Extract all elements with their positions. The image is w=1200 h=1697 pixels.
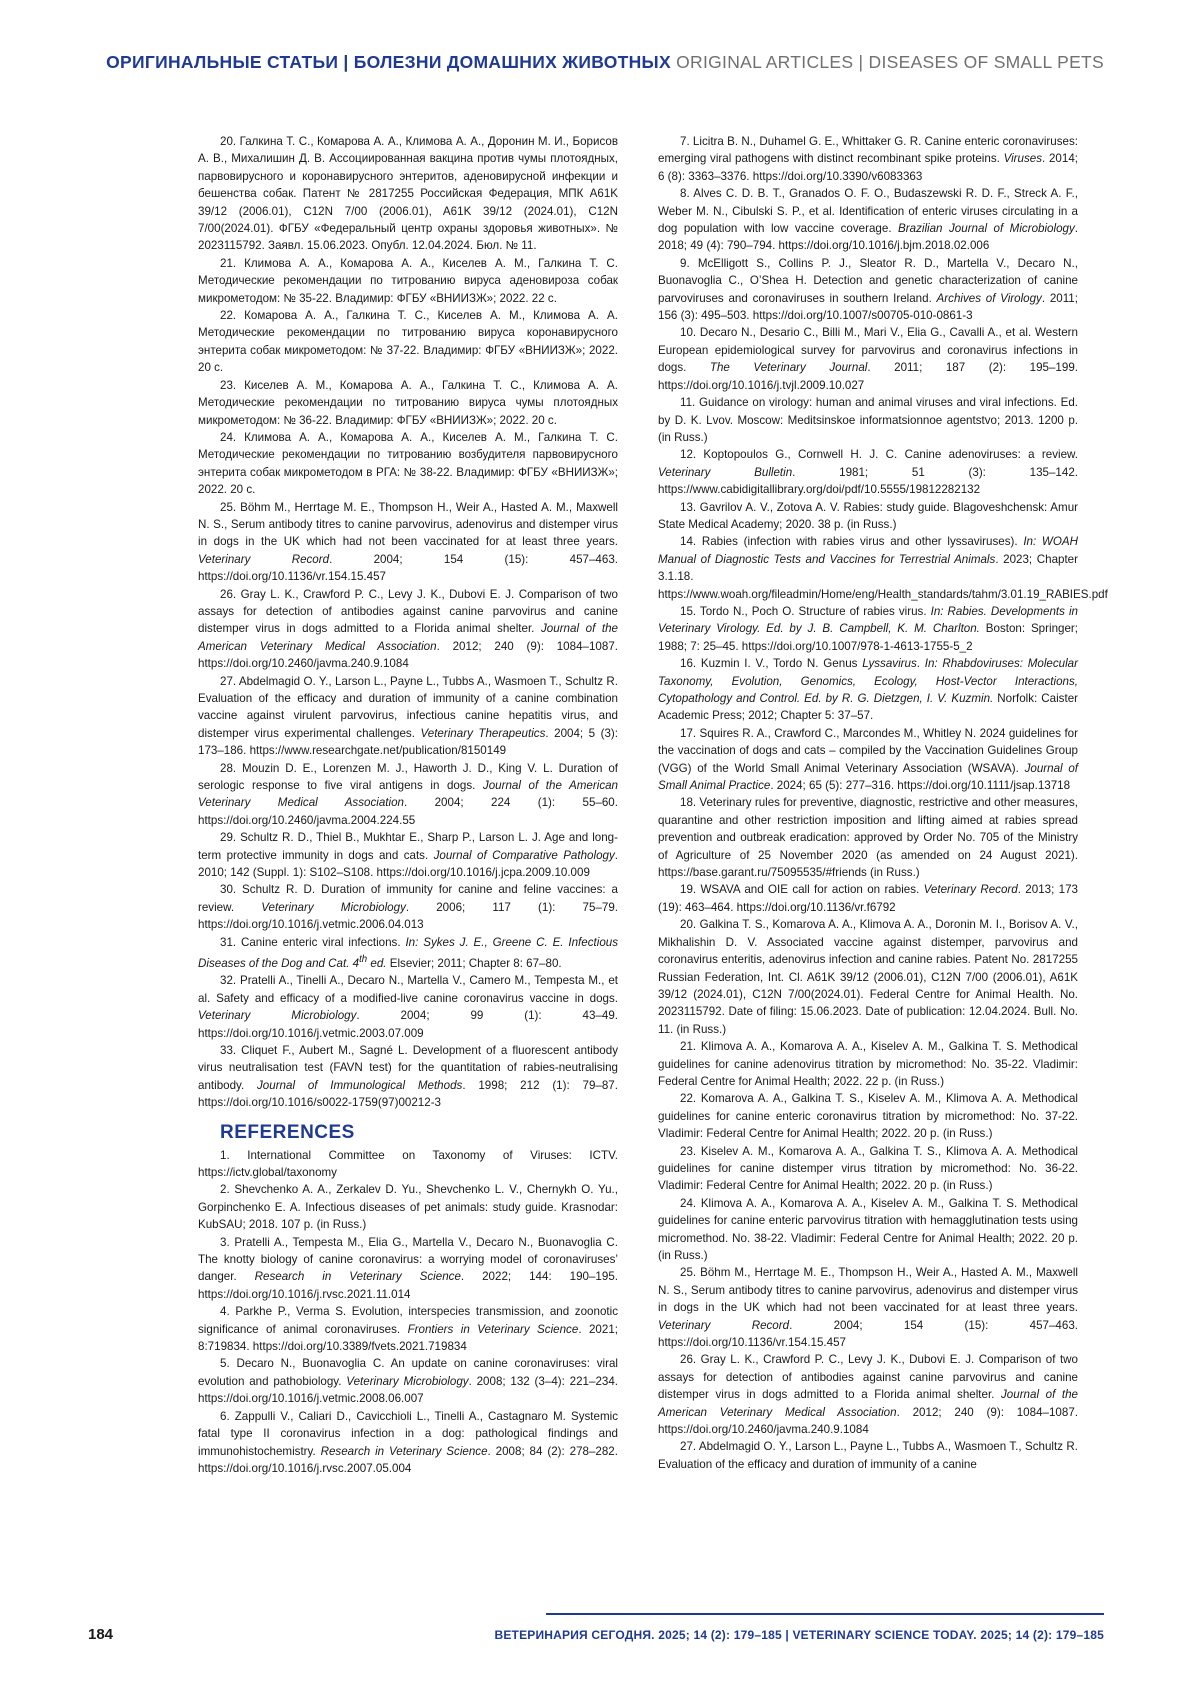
reference-entry: 32. Pratelli A., Tinelli A., Decaro N., Martella V., Camero M., Tempesta M., et al. Safety and efficacy of a modified-live canine coronavirus vaccine in dogs. Veterinary Microbiology. 2004; 99 (1): 43–49. https://doi.org/10.1016/j.vetmic.2003.07.009	[198, 972, 618, 1042]
reference-entry: 16. Kuzmin I. V., Tordo N. Genus Lyssavirus. In: Rhabdoviruses: Molecular Taxonomy, Evolution, Genomics, Ecology, Host-Vector Interactions, Cytopathology and Control. Ed. by R. G. Dietzgen, I. V. Kuzmin. Norfolk: Caister Academic Press; 2012; Chapter 5: 37–57.	[658, 655, 1078, 725]
reference-entry: 22. Комарова А. А., Галкина Т. С., Киселев А. М., Климова А. А. Методические рекомендации по титрованию вируса коронавирусного энтерита собак микрометодом: № 37-22. Владимир: ФГБУ «ВНИИЗЖ»; 2022. 20 с.	[198, 307, 618, 377]
reference-entry: 22. Komarova A. A., Galkina T. S., Kiselev A. M., Klimova A. A. Methodical guidelines for canine enteric coronavirus titration by micromethod: No. 37-22. Vladimir: Federal Centre for Animal Health; 2022. 20 p. (in Russ.)	[658, 1090, 1078, 1142]
english-reference-list-right	[658, 133, 1078, 1473]
reference-entry: 2. Shevchenko A. A., Zerkalev D. Yu., Shevchenko L. V., Chernykh O. Yu., Gorpinchenko E. A. Infectious diseases of pet animals: study guide. Krasnodar: KubSAU; 2018. 107 p. (in Russ.)	[198, 1181, 618, 1233]
reference-entry: 27. Abdelmagid O. Y., Larson L., Payne L., Tubbs A., Wasmoen T., Schultz R. Evaluation of the efficacy and duration of immunity of a canine	[658, 1438, 1078, 1473]
reference-entry: 28. Mouzin D. E., Lorenzen M. J., Haworth J. D., King V. L. Duration of serologic response to five viral antigens in dogs. Journal of the American Veterinary Medical Association. 2004; 224 (1): 55–60. https://doi.org/10.2460/javma.2004.224.55	[198, 760, 618, 830]
reference-entry: 20. Галкина Т. С., Комарова А. А., Климова А. А., Доронин М. И., Борисов А. В., Михалишин Д. В. Ассоциированная вакцина против чумы плотоядных, парвовирусного и коронавирусного энтеритов, аденовирусной инфекции и бешенства собак. Патент № 2817255 Российская Федерация, МПК A61K 39/12 (2006.01), C12N 7/00 (2006.01), A61K 39/12 (2024.01), C12N 7/00(2024.01). ФГБУ «Федеральный центр охраны здоровья животных». № 2023115792. Заявл. 15.06.2023. Опубл. 12.04.2024. Бюл. № 11.	[198, 133, 618, 255]
reference-entry: 24. Климова А. А., Комарова А. А., Киселев А. М., Галкина Т. С. Методические рекомендации по титрованию возбудителя парвовирусного энтерита собак микрометодом в РГА: № 38-22. Владимир: ФГБУ «ВНИИЗЖ»; 2022. 20 с.	[198, 429, 618, 499]
reference-entry: 6. Zappulli V., Caliari D., Cavicchioli L., Tinelli A., Castagnaro M. Systemic fatal type II coronavirus infection in a dog: pathological findings and immunohistochemistry. Research in Veterinary Science. 2008; 84 (2): 278–282. https://doi.org/10.1016/j.rvsc.2007.05.004	[198, 1408, 618, 1478]
reference-entry: 23. Киселев А. М., Комарова А. А., Галкина Т. С., Климова А. А. Методические рекомендации по титрованию вируса чумы плотоядных микрометодом: № 36-22. Владимир: ФГБУ «ВНИИЗЖ»; 2022. 20 с.	[198, 377, 618, 429]
left-column	[198, 133, 618, 1477]
reference-entry: 14. Rabies (infection with rabies virus and other lyssaviruses). In: WOAH Manual of Diagnostic Tests and Vaccines for Terrestrial Animals. 2023; Chapter 3.1.18. https://www.woah.org/fileadmin/Home/eng/Health_standards/tahm/3.01.19_RABIES.pdf	[658, 533, 1078, 603]
reference-entry: 26. Gray L. K., Crawford P. C., Levy J. K., Dubovi E. J. Comparison of two assays for detection of antibodies against canine parvovirus and canine distemper virus in dogs admitted to a Florida animal shelter. Journal of the American Veterinary Medical Association. 2012; 240 (9): 1084–1087. https://doi.org/10.2460/javma.240.9.1084	[198, 586, 618, 673]
journal-citation: ВЕТЕРИНАРИЯ СЕГОДНЯ. 2025; 14 (2): 179–185 | VETERINARY SCIENCE TODAY. 2025; 14 (2): 179–185	[494, 1628, 1104, 1642]
reference-entry: 23. Kiselev A. M., Komarova A. A., Galkina T. S., Klimova A. A. Methodical guidelines for canine distemper virus titration by micromethod: No. 36-22. Vladimir: Federal Centre for Animal Health; 2022. 20 p. (in Russ.)	[658, 1143, 1078, 1195]
reference-entry: 12. Koptopoulos G., Cornwell H. J. C. Canine adenoviruses: a review. Veterinary Bulletin. 1981; 51 (3): 135–142. https://www.cabidigitallibrary.org/doi/pdf/10.5555/19812282132	[658, 446, 1078, 498]
reference-entry: 21. Klimova A. A., Komarova A. A., Kiselev A. M., Galkina T. S. Methodical guidelines for canine adenovirus titration by micromethod: No. 35-22. Vladimir: Federal Centre for Animal Health; 2022. 22 p. (in Russ.)	[658, 1038, 1078, 1090]
reference-entry: 9. McElligott S., Collins P. J., Sleator R. D., Martella V., Decaro N., Buonavoglia C., O’Shea H. Detection and genetic characterization of canine parvoviruses and coronaviruses in southern Ireland. Archives of Virology. 2011; 156 (3): 495–503. https://doi.org/10.1007/s00705-010-0861-3	[658, 255, 1078, 325]
reference-entry: 1. International Committee on Taxonomy of Viruses: ICTV. https://ictv.global/taxonomy	[198, 1147, 618, 1182]
reference-entry: 30. Schultz R. D. Duration of immunity for canine and feline vaccines: a review. Veterinary Microbiology. 2006; 117 (1): 75–79. https://doi.org/10.1016/j.vetmic.2006.04.013	[198, 881, 618, 933]
reference-entry: 21. Климова А. А., Комарова А. А., Киселев А. М., Галкина Т. С. Методические рекомендации по титрованию вируса аденовироза собак микрометодом: № 35-22. Владимир: ФГБУ «ВНИИЗЖ»; 2022. 22 с.	[198, 255, 618, 307]
reference-entry: 5. Decaro N., Buonavoglia C. An update on canine coronaviruses: viral evolution and pathobiology. Veterinary Microbiology. 2008; 132 (3–4): 221–234. https://doi.org/10.1016/j.vetmic.2008.06.007	[198, 1355, 618, 1407]
reference-entry: 4. Parkhe P., Verma S. Evolution, interspecies transmission, and zoonotic significance of animal coronaviruses. Frontiers in Veterinary Science. 2021; 8:719834. https://doi.org/10.3389/fvets.2021.719834	[198, 1303, 618, 1355]
reference-entry: 24. Klimova A. A., Komarova A. A., Kiselev A. M., Galkina T. S. Methodical guidelines for canine enteric parvovirus titration with hemagglutination tests using micromethod. No. 38-22. Vladimir: Federal Centre for Animal Health; 2022. 20 p. (in Russ.)	[658, 1195, 1078, 1265]
reference-entry: 25. Böhm M., Herrtage M. E., Thompson H., Weir A., Hasted A. M., Maxwell N. S., Serum antibody titres to canine parvovirus, adenovirus and distemper virus in dogs in the UK which had not been vaccinated for at least three years. Veterinary Record. 2004; 154 (15): 457–463. https://doi.org/10.1136/vr.154.15.457	[198, 499, 618, 586]
english-reference-list-left	[198, 1147, 618, 1478]
footer-rule	[546, 1613, 1104, 1615]
references-title: REFERENCES	[220, 1121, 618, 1145]
russian-reference-list	[198, 133, 618, 1112]
reference-entry: 25. Böhm M., Herrtage M. E., Thompson H., Weir A., Hasted A. M., Maxwell N. S., Serum antibody titres to canine parvovirus, adenovirus and distemper virus in dogs in the UK which had not been vaccinated for at least three years. Veterinary Record. 2004; 154 (15): 457–463. https://doi.org/10.1136/vr.154.15.457	[658, 1264, 1078, 1351]
reference-entry: 29. Schultz R. D., Thiel B., Mukhtar E., Sharp P., Larson L. J. Age and long-term protective immunity in dogs and cats. Journal of Comparative Pathology. 2010; 142 (Suppl. 1): S102–S108. https://doi.org/10.1016/j.jcpa.2009.10.009	[198, 829, 618, 881]
reference-entry: 13. Gavrilov A. V., Zotova A. V. Rabies: study guide. Blagoveshchensk: Amur State Medical Academy; 2020. 38 p. (in Russ.)	[658, 499, 1078, 534]
reference-entry: 19. WSAVA and OIE call for action on rabies. Veterinary Record. 2013; 173 (19): 463–464. https://doi.org/10.1136/vr.f6792	[658, 881, 1078, 916]
running-header	[106, 52, 1104, 73]
page-number: 184	[88, 1626, 113, 1643]
reference-entry: 15. Tordo N., Poch O. Structure of rabies virus. In: Rabies. Developments in Veterinary Virology. Ed. by J. B. Campbell, K. M. Charlton. Boston: Springer; 1988; 7: 25–45. https://doi.org/10.1007/978-1-4613-1755-5_2	[658, 603, 1078, 655]
reference-entry: 18. Veterinary rules for preventive, diagnostic, restrictive and other measures, quarantine and other restriction imposition and lifting aimed at rabies spread prevention and outbreak eradication: approved by Order No. 705 of the Ministry of Agriculture of 25 November 2020 (as amended on 24 August 2021). https://base.garant.ru/75095535/#friends (in Russ.)	[658, 794, 1078, 881]
reference-entry: 8. Alves C. D. B. T., Granados O. F. O., Budaszewski R. D. F., Streck A. F., Weber M. N., Cibulski S. P., et al. Identification of enteric viruses circulating in a dog population with low vaccine coverage. Brazilian Journal of Microbiology. 2018; 49 (4): 790–794. https://doi.org/10.1016/j.bjm.2018.02.006	[658, 185, 1078, 255]
reference-entry: 11. Guidance on virology: human and animal viruses and viral infections. Ed. by D. K. Lvov. Moscow: Meditsinskoe informatsionnoe agentstvo; 2013. 1200 p. (in Russ.)	[658, 394, 1078, 446]
reference-entry: 3. Pratelli A., Tempesta M., Elia G., Martella V., Decaro N., Buonavoglia C. The knotty biology of canine coronavirus: a worrying model of coronaviruses’ danger. Research in Veterinary Science. 2022; 144: 190–195. https://doi.org/10.1016/j.rvsc.2021.11.014	[198, 1234, 618, 1304]
reference-entry: 7. Licitra B. N., Duhamel G. E., Whittaker G. R. Canine enteric coronaviruses: emerging viral pathogens with distinct recombinant spike proteins. Viruses. 2014; 6 (8): 3363–3376. https://doi.org/10.3390/v6083363	[658, 133, 1078, 185]
reference-entry: 20. Galkina T. S., Komarova A. A., Klimova A. A., Doronin M. I., Borisov A. V., Mikhalishin D. V. Associated vaccine against distemper, parvovirus and coronavirus enteritis, adenovirus infection and canine rabies. Patent No. 2817255 Russian Federation, Int. Cl. A61K 39/12 (2006.01), C12N 7/00 (2006.01), A61K 39/12 (2024.01), C12N 7/00(2024.01). Federal Centre for Animal Health. No. 2023115792. Date of filing: 15.06.2023. Date of publication: 12.04.2024. Bull. No. 11. (in Russ.)	[658, 916, 1078, 1038]
right-column	[658, 133, 1078, 1473]
header-ru: ОРИГИНАЛЬНЫЕ СТАТЬИ | БОЛЕЗНИ ДОМАШНИХ ЖИВОТНЫХ	[106, 52, 671, 72]
header-en: ORIGINAL ARTICLES | DISEASES OF SMALL PETS	[676, 52, 1104, 72]
reference-entry: 17. Squires R. A., Crawford C., Marcondes M., Whitley N. 2024 guidelines for the vaccination of dogs and cats – compiled by the Vaccination Guidelines Group (VGG) of the World Small Animal Veterinary Association (WSAVA). Journal of Small Animal Practice. 2024; 65 (5): 277–316. https://doi.org/10.1111/jsap.13718	[658, 725, 1078, 795]
reference-entry: 10. Decaro N., Desario C., Billi M., Mari V., Elia G., Cavalli A., et al. Western European epidemiological survey for parvovirus and coronavirus infections in dogs. The Veterinary Journal. 2011; 187 (2): 195–199. https://doi.org/10.1016/j.tvjl.2009.10.027	[658, 324, 1078, 394]
reference-entry: 27. Abdelmagid O. Y., Larson L., Payne L., Tubbs A., Wasmoen T., Schultz R. Evaluation of the efficacy and duration of immunity of a canine combination vaccine against virulent parvovirus, infectious canine hepatitis virus, and distemper virus experimental challenges. Veterinary Therapeutics. 2004; 5 (3): 173–186. https://www.researchgate.net/publication/8150149	[198, 673, 618, 760]
reference-entry: 26. Gray L. K., Crawford P. C., Levy J. K., Dubovi E. J. Comparison of two assays for detection of antibodies against canine parvovirus and canine distemper virus in dogs admitted to a Florida animal shelter. Journal of the American Veterinary Medical Association. 2012; 240 (9): 1084–1087. https://doi.org/10.2460/javma.240.9.1084	[658, 1351, 1078, 1438]
reference-entry: 31. Canine enteric viral infections. In: Sykes J. E., Greene C. E. Infectious Diseases of the Dog and Cat. 4th ed. Elsevier; 2011; Chapter 8: 67–80.	[198, 934, 618, 973]
reference-entry: 33. Cliquet F., Aubert M., Sagné L. Development of a fluorescent antibody virus neutralisation test (FAVN test) for the quantitation of rabies-neutralising antibody. Journal of Immunological Methods. 1998; 212 (1): 79–87. https://doi.org/10.1016/s0022-1759(97)00212-3	[198, 1042, 618, 1112]
